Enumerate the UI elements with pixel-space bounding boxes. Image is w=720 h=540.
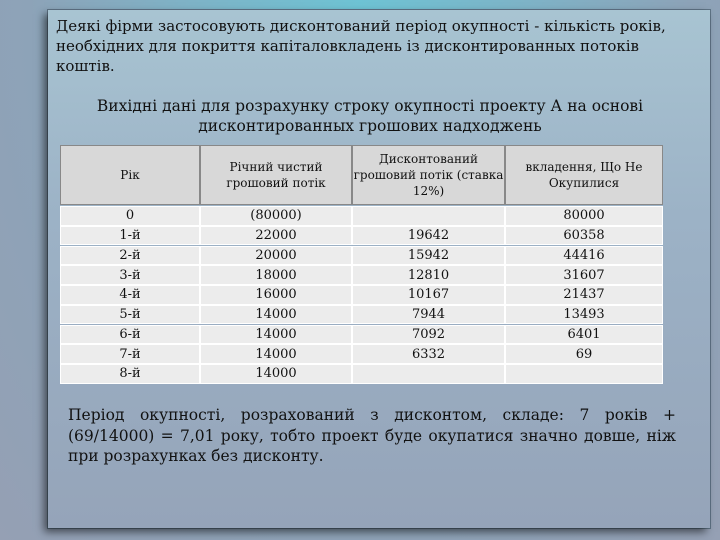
discounted-cash-flow-cell: 7092 [352,325,505,345]
discounted-cash-flow-cell: 12810 [352,265,505,285]
discounted-cash-flow-cell: 7944 [352,305,505,325]
net-cash-flow-cell: 14000 [200,364,352,384]
discounted-cash-flow-cell: 10167 [352,285,505,305]
table-row [60,206,663,226]
year-cell: 8-й [60,364,200,384]
table-row [60,325,663,345]
unrecovered-investment-cell: 44416 [505,246,663,266]
discounted-cash-flow-cell: 6332 [352,344,505,364]
table-header-row [60,145,663,205]
unrecovered-investment-cell: 21437 [505,285,663,305]
unrecovered-investment-cell [505,364,663,384]
unrecovered-investment-cell: 69 [505,344,663,364]
net-cash-flow-cell: 14000 [200,325,352,345]
net-cash-flow-cell: (80000) [200,206,352,226]
net-cash-flow-cell: 16000 [200,285,352,305]
year-cell: 2-й [60,246,200,266]
table-row [60,285,663,305]
table-row [60,246,663,266]
year-cell: 1-й [60,226,200,246]
conclusion-paragraph: Період окупності, розрахований з дисконтом, складе: 7 років + (69/14000) = 7,01 року, тобто проект буде окупатися значно довше, ніж при розрахунках без дисконту. [68,406,676,465]
year-cell: 3-й [60,265,200,285]
table-row [60,344,663,364]
net-cash-flow-cell: 22000 [200,226,352,246]
header-unrecovered-investment: вкладення, Що Не Окупилися [505,145,663,205]
net-cash-flow-cell: 20000 [200,246,352,266]
unrecovered-investment-cell: 60358 [505,226,663,246]
year-cell: 0 [60,206,200,226]
header-net-cash-flow: Річний чистий грошовий потік [200,145,352,205]
discounted-cash-flow-cell [352,364,505,384]
unrecovered-investment-cell: 13493 [505,305,663,325]
net-cash-flow-cell: 18000 [200,265,352,285]
table-row [60,305,663,325]
table-heading: Вихідні дані для розрахунку строку окупності проекту А на основі дисконтированных грошових надходжень [96,97,644,135]
discounted-cash-flow-cell: 15942 [352,246,505,266]
year-cell: 7-й [60,344,200,364]
discounted-cash-flow-cell [352,206,505,226]
table-row [60,265,663,285]
year-cell: 6-й [60,325,200,345]
year-cell: 4-й [60,285,200,305]
discounted-cash-flow-cell: 19642 [352,226,505,246]
table-row [60,226,663,246]
net-cash-flow-cell: 14000 [200,305,352,325]
table-row [60,364,663,384]
unrecovered-investment-cell: 6401 [505,325,663,345]
unrecovered-investment-cell: 80000 [505,206,663,226]
header-discounted-cash-flow: Дисконтований грошовий потік (ставка 12%) [352,145,505,205]
header-year: Рік [60,145,200,205]
payback-table [60,145,663,383]
unrecovered-investment-cell: 31607 [505,265,663,285]
net-cash-flow-cell: 14000 [200,344,352,364]
intro-paragraph: Деякі фірми застосовують дисконтований період окупності - кількість років, необхідних для покриття капіталовкладень із дисконтированных потоків коштів. [56,17,666,75]
year-cell: 5-й [60,305,200,325]
